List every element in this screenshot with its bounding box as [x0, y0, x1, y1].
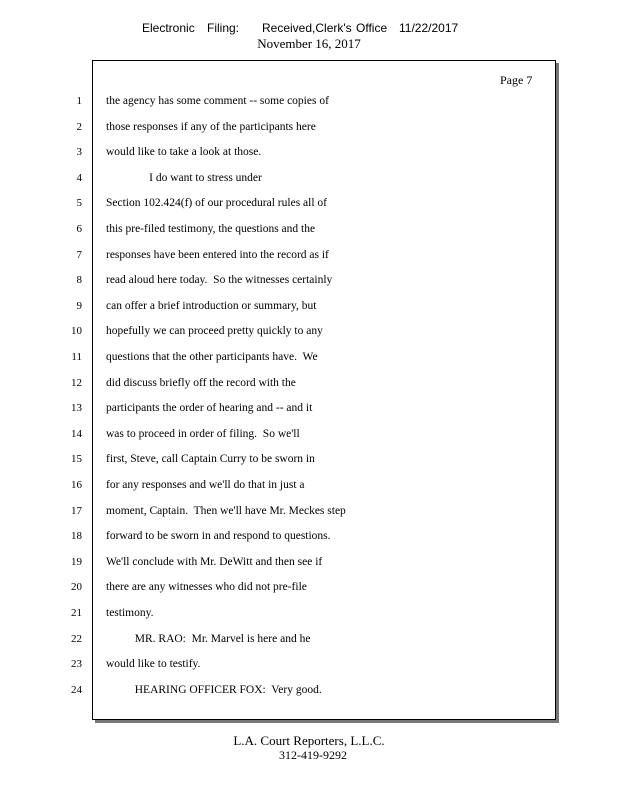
- line-number: 16: [71, 479, 82, 491]
- line-text: questions that the other participants have. We: [106, 351, 318, 363]
- line-text: participants the order of hearing and -- and it: [106, 402, 313, 415]
- stamp-word-office: Office: [356, 21, 388, 35]
- line-number: 11: [71, 351, 82, 363]
- stamp-word-filing: Filing:: [207, 21, 240, 35]
- line-text: this pre-filed testimony, the questions and the: [106, 223, 316, 235]
- line-number: 13: [71, 402, 82, 415]
- line-text: Section 102.424(f) of our procedural rules all of: [106, 197, 327, 210]
- filing-stamp: [0, 21, 618, 37]
- line-number: 9: [76, 299, 82, 312]
- line-number: 8: [76, 274, 82, 287]
- line-number: 6: [76, 223, 82, 235]
- line-number: 19: [71, 555, 82, 568]
- line-text: moment, Captain. Then we'll have Mr. Meckes step: [106, 504, 346, 517]
- line-text: I do want to stress under: [106, 171, 262, 184]
- line-text: would like to testify.: [106, 658, 201, 671]
- line-text: there are any witnesses who did not pre-file: [106, 581, 307, 594]
- line-text: forward to be sworn in and respond to questions.: [106, 530, 331, 543]
- line-number: 21: [71, 607, 82, 619]
- line-text: for any responses and we'll do that in just a: [106, 479, 305, 491]
- line-number: 1: [76, 95, 82, 107]
- line-text: HEARING OFFICER FOX: Very good.: [106, 683, 322, 696]
- stamp-word-date: 11/22/2017: [399, 21, 459, 35]
- line-text: those responses if any of the participants here: [106, 120, 316, 133]
- line-number: 10: [71, 325, 82, 338]
- line-text: first, Steve, call Captain Curry to be sworn in: [106, 453, 315, 466]
- line-text: can offer a brief introduction or summary, but: [106, 299, 317, 312]
- transcript-page-frame: [92, 60, 556, 720]
- footer-phone: 312-419-9292: [279, 748, 347, 762]
- line-number: 20: [71, 581, 82, 594]
- line-text: testimony.: [106, 607, 154, 619]
- line-number: 15: [71, 453, 82, 466]
- line-number: 2: [76, 120, 82, 133]
- stamp-word-electronic: Electronic: [142, 21, 195, 35]
- footer-company: L.A. Court Reporters, L.L.C.: [233, 733, 385, 748]
- line-number: 24: [71, 683, 82, 696]
- line-number: 22: [71, 632, 82, 645]
- transcript-date: November 16, 2017: [257, 36, 361, 51]
- line-text: read aloud here today. So the witnesses certainly: [106, 274, 333, 287]
- page-number: Page 7: [500, 73, 533, 87]
- line-text: We'll conclude with Mr. DeWitt and then see if: [106, 555, 323, 568]
- line-text: would like to take a look at those.: [106, 146, 262, 159]
- line-number: 3: [76, 146, 82, 159]
- stamp-word-received: Received,Clerk's: [262, 21, 352, 35]
- line-text: hopefully we can proceed pretty quickly to any: [106, 325, 323, 338]
- line-number: 7: [76, 248, 82, 261]
- line-number: 14: [71, 427, 82, 440]
- line-number: 12: [71, 376, 82, 389]
- line-number: 23: [71, 658, 82, 671]
- line-text: responses have been entered into the record as if: [106, 248, 329, 261]
- line-text: the agency has some comment -- some copies of: [106, 95, 329, 107]
- line-text: did discuss briefly off the record with the: [106, 376, 296, 389]
- line-number: 5: [76, 197, 82, 210]
- line-number: 18: [71, 530, 82, 543]
- line-number: 4: [76, 171, 82, 184]
- line-text: was to proceed in order of filing. So we'll: [106, 427, 300, 440]
- line-text: MR. RAO: Mr. Marvel is here and he: [106, 632, 311, 645]
- line-number: 17: [71, 504, 82, 517]
